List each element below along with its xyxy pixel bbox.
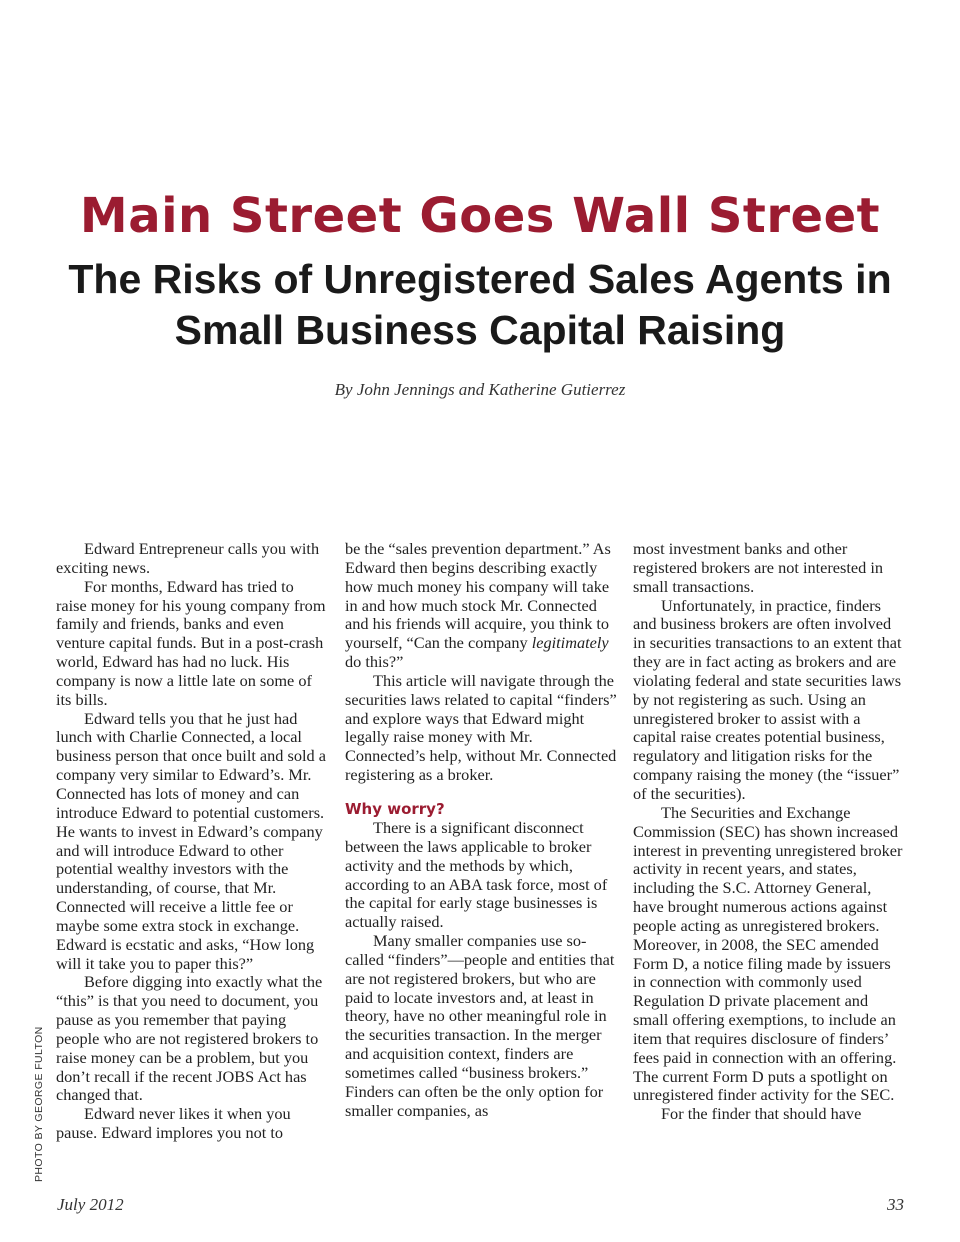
paragraph: For months, Edward has tried to raise money for his young company from family and friends, banks and even venture capital funds. But in a post-crash world, Edward has had no luck. His company is now a little late on some of its bills.: [56, 576, 326, 709]
column-1: [56, 540, 328, 1143]
paragraph: The Securities and Exchange Commission (SEC) has shown increased interest in preventing unregistered broker activity in recent years, and states, including the S.C. Attorney General, have brought numerous actions against people acting as unregistered brokers. Moreover, in 2008, the SEC amended Form D, a notice filing made by issuers in connection with commonly used Regulation D private placement and small offering exemptions, to include an item that requires disclosure of finders’ fees paid in connection with an offering. The current Form D puts a spotlight on unregistered finder activity for the SEC.: [633, 802, 903, 1105]
paragraph: For the finder that should have: [661, 1104, 862, 1124]
paragraph-text: be the “sales prevention department.” As Edward then begins describing exactly how much money his company will take in and how much stock Mr. Connected and his friends will acquire, you think to yourself, “Can the company: [345, 539, 611, 653]
paragraph: Before digging into exactly what the “this” is that you need to document, you pause as you remember that paying people who are not registered brokers to raise money can be a problem, but you don’t recall if the recent JOBS Act has changed that.: [56, 972, 323, 1105]
column-2: [345, 540, 617, 1120]
paragraph: Unfortunately, in practice, finders and business brokers are often involved in securities transactions to an extent that they are in fact acting as brokers and are violating federal and state securities laws by not registering as such. Using an unregistered broker to assist with a capital raise creates potential business, regulatory and litigation risks for the company raising the money (the “issuer” of the securities).: [633, 595, 902, 803]
photo-credit: PHOTO BY GEORGE FULTON: [33, 1026, 45, 1182]
paragraph: There is a significant disconnect between the laws applicable to broker activity and the methods by which, according to an ABA task force, most of the capital for early stage businesses is actually raised.: [345, 817, 608, 932]
paragraph: Edward Entrepreneur calls you with exciting news.: [56, 539, 320, 577]
issue-date: July 2012: [57, 1195, 124, 1214]
paragraph: most investment banks and other registered brokers are not interested in small transactions.: [633, 539, 883, 596]
page-number: 33: [887, 1195, 904, 1214]
paragraph: Edward tells you that he just had lunch with Charlie Connected, a local business person that once built and sold a company very similar to Edward’s. Mr. Connected has lots of money and can introduce Edward to potential customers. He wants to invest in Edward’s company and will introduce Edward to other potential wealthy investors with the understanding, of course, that Mr. Connected will receive a little fee or maybe some extra stock in exchange. Edward is ecstatic and asks, “How long will it take you to paper this?”: [56, 708, 326, 973]
paragraph: Many smaller companies use so-called “finders”—people and entities that are not registered brokers, but who are paid to locate investors and, at least in theory, have no other meaningful role in the securities transaction. In the merger and acquisition context, finders are sometimes called “business brokers.” Finders can often be the only option for smaller companies, as: [345, 931, 615, 1120]
byline: By John Jennings and Katherine Gutierrez: [334, 380, 626, 399]
paragraph-text: do this?”: [345, 652, 404, 672]
section-heading: Why worry?: [345, 799, 445, 818]
article-title: Main Street Goes Wall Street: [79, 188, 881, 244]
column-3: [633, 540, 905, 1124]
paragraph: Edward never likes it when you pause. Edward implores you not to: [56, 1104, 291, 1143]
paragraph: This article will navigate through the securities laws related to capital “finders” and explore ways that Edward might legally raise money with Mr. Connected’s help, without Mr. Connected registering as a broker.: [345, 670, 617, 785]
paragraph: [345, 540, 617, 672]
emphasis-text: legitimately: [531, 633, 609, 653]
article-subtitle: The Risks of Unregistered Sales Agents in Small Business Capital Raising: [68, 256, 892, 353]
